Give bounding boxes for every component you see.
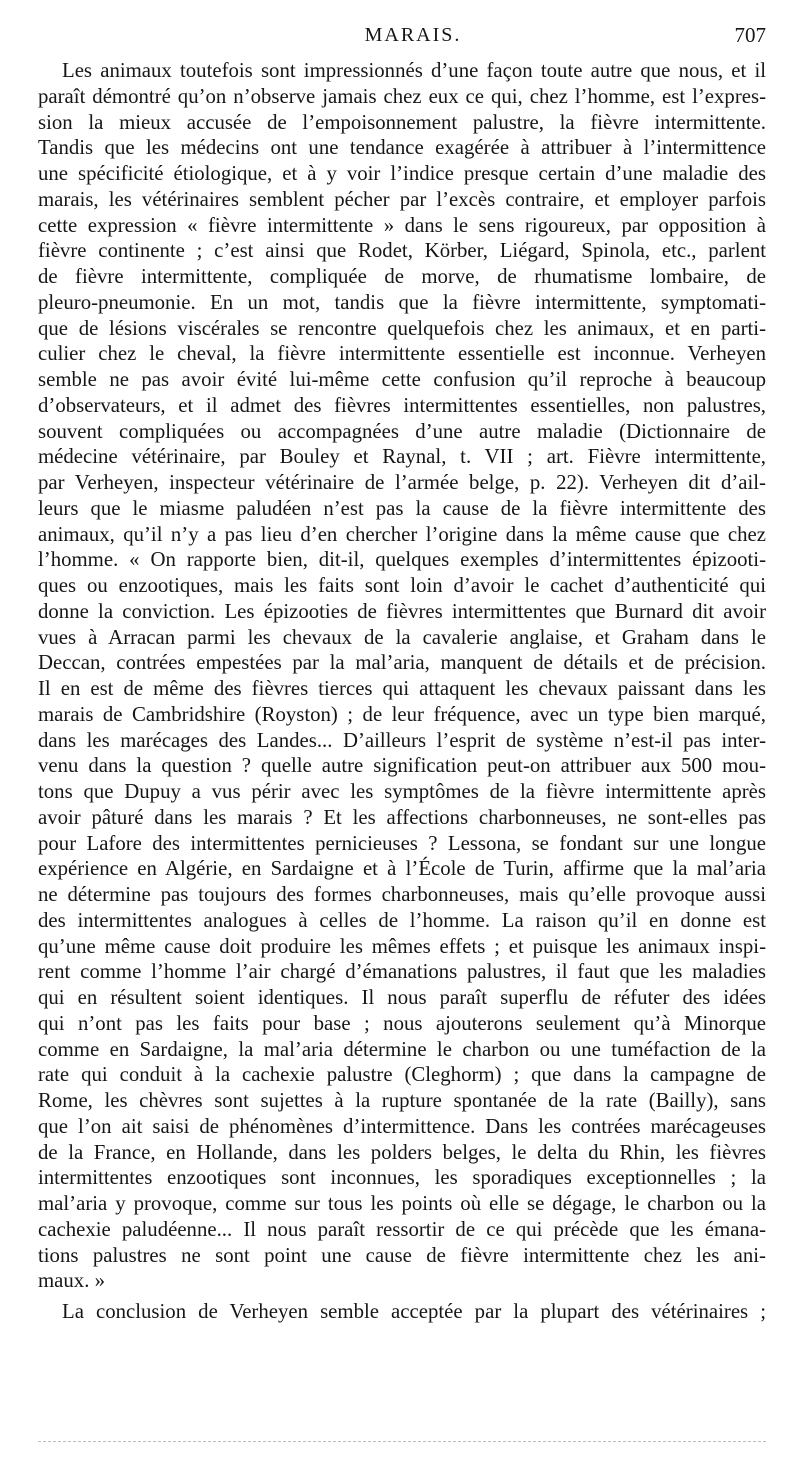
text-line: rent comme l’homme l’air chargé d’émanations palustres, il faut que les maladies — [38, 960, 766, 984]
text-line: ques ou enzootiques, mais les faits sont loin d’avoir le cachet d’authenticité qui — [38, 574, 766, 597]
text-line: par Verheyen, inspecteur vétérinaire de l’armée belge, p. 22). Verheyen dit d’ail- — [38, 471, 766, 494]
text-line: animaux, qu’il n’y a pas lieu d’en chercher l’origine dans la même cause que chez — [38, 522, 766, 546]
text-line: tons que Dupuy a vus périr avec les symptômes de la fièvre intermittente après — [38, 780, 766, 803]
text-line: de la France, en Hollande, dans les polders belges, le delta du Rhin, les fièvres — [38, 1140, 766, 1164]
text-line: pour Lafore des intermittentes pernicieuses ? Lessona, se fondant sur une longue — [38, 831, 766, 855]
text-line: qui n’ont pas les faits pour base ; nous ajouterons seulement qu’à Minorque — [38, 1011, 766, 1035]
text-line: tions palustres ne sont point une cause de fièvre intermittente chez les ani- — [38, 1243, 766, 1267]
text-line: l’homme. « On rapporte bien, dit-il, quelques exemples d’intermittentes épizooti- — [38, 548, 766, 572]
text-line: dans les marécages des Landes... D’ailleurs l’esprit de système n’est-il pas inter- — [38, 728, 766, 752]
text-line: souvent compliquées ou accompagnées d’une autre maladie (Dictionnaire de — [38, 419, 766, 443]
text-line: expérience en Algérie, en Sardaigne et à l’École de Turin, affirme que la mal’aria — [38, 857, 766, 881]
text-line: marais, les vétérinaires semblent pécher par l’excès contraire, et employer parfois — [38, 187, 766, 211]
text-line: de fièvre intermittente, compliquée de morve, de rhumatisme lombaire, de — [38, 265, 766, 288]
text-line: Tandis que les médecins ont une tendance exagérée à attribuer à l’intermittence — [38, 136, 766, 160]
text-line: sion la mieux accusée de l’empoisonnement palustre, la fièvre intermittente. — [38, 110, 766, 134]
text-line: que de lésions viscérales se rencontre quelquefois chez les animaux, et en parti- — [38, 316, 766, 340]
text-line: Rome, les chèvres sont sujettes à la rupture spontanée de la rate (Bailly), sans — [38, 1089, 766, 1112]
text-line: paraît démontré qu’on n’observe jamais chez eux ce qui, chez l’homme, est l’expres- — [38, 84, 766, 108]
text-line: fièvre continente ; c’est ainsi que Rodet, Körber, Liégard, Spinola, etc., parlent — [38, 239, 766, 263]
body-text — [38, 58, 766, 1325]
text-line: mal’aria y provoque, comme sur tous les points où elle se dégage, le charbon ou la — [38, 1192, 766, 1215]
running-head — [60, 20, 766, 50]
bottom-rule — [38, 1441, 766, 1442]
text-line: maux. » — [38, 1269, 106, 1293]
text-line: semble ne pas avoir évité lui-même cette confusion qu’il reproche à beaucoup — [38, 368, 766, 391]
text-line: une spécificité étiologique, et à y voir l’indice presque certain d’une maladie des — [38, 162, 766, 185]
text-line: Il en est de même des fièvres tierces qui attaquent les chevaux paissant dans les — [38, 677, 766, 700]
text-line: donne la conviction. Les épizooties de fièvres intermittentes que Burnard dit avoir — [38, 599, 766, 623]
text-line: rate qui conduit à la cachexie palustre (Cleghorm) ; que dans la campagne de — [38, 1063, 766, 1087]
text-line: ne détermine pas toujours des formes charbonneuses, mais qu’elle provoque aussi — [38, 883, 766, 906]
text-line: cette expression « fièvre intermittente » dans le sens rigoureux, par opposition à — [38, 213, 766, 237]
running-title: MARAIS. — [364, 24, 462, 46]
text-line: vues à Arracan parmi les chevaux de la cavalerie anglaise, et Graham dans le — [38, 625, 766, 649]
text-line: leurs que le miasme paludéen n’est pas la cause de la fièvre intermittente des — [38, 496, 766, 520]
text-line: qui en résultent soient identiques. Il nous paraît superflu de réfuter des idées — [38, 986, 766, 1009]
text-line: d’observateurs, et il admet des fièvres intermittentes essentielles, non palustres, — [38, 393, 766, 417]
text-line: venu dans la question ? quelle autre signification peut-on attribuer aux 500 mou- — [38, 754, 766, 778]
page-number: 707 — [734, 23, 766, 47]
text-line: La conclusion de Verheyen semble acceptée par la plupart des vétérinaires ; — [62, 1300, 766, 1323]
text-line: Deccan, contrées empestées par la mal’aria, manquent de détails et de précision. — [38, 651, 766, 675]
text-line: Les animaux toutefois sont impressionnés d’une façon toute autre que nous, et il — [62, 59, 766, 82]
text-line: marais de Cambridshire (Royston) ; de leur fréquence, avec un type bien marqué, — [38, 702, 766, 726]
text-line: qu’une même cause doit produire les mêmes effets ; et puisque les animaux inspi- — [38, 934, 766, 958]
text-line: comme en Sardaigne, la mal’aria détermine le charbon ou une tuméfaction de la — [38, 1037, 766, 1061]
text-line: intermittentes enzootiques sont inconnues, les sporadiques exceptionnelles ; la — [38, 1166, 766, 1190]
text-line: médecine vétérinaire, par Bouley et Raynal, t. VII ; art. Fièvre intermittente, — [38, 445, 766, 469]
text-line: pleuro-pneumonie. En un mot, tandis que la fièvre intermittente, symptomati- — [38, 290, 766, 314]
text-line: culier chez le cheval, la fièvre intermittente essentielle est inconnue. Verheyen — [38, 342, 766, 366]
text-line: cachexie paludéenne... Il nous paraît ressortir de ce qui précède que les émana- — [38, 1217, 766, 1241]
text-line: des intermittentes analogues à celles de l’homme. La raison qu’il en donne est — [38, 908, 766, 932]
text-line: avoir pâturé dans les marais ? Et les affections charbonneuses, ne sont-elles pas — [38, 805, 766, 829]
text-line: que l’on ait saisi de phénomènes d’intermittence. Dans les contrées marécageuses — [38, 1114, 766, 1138]
